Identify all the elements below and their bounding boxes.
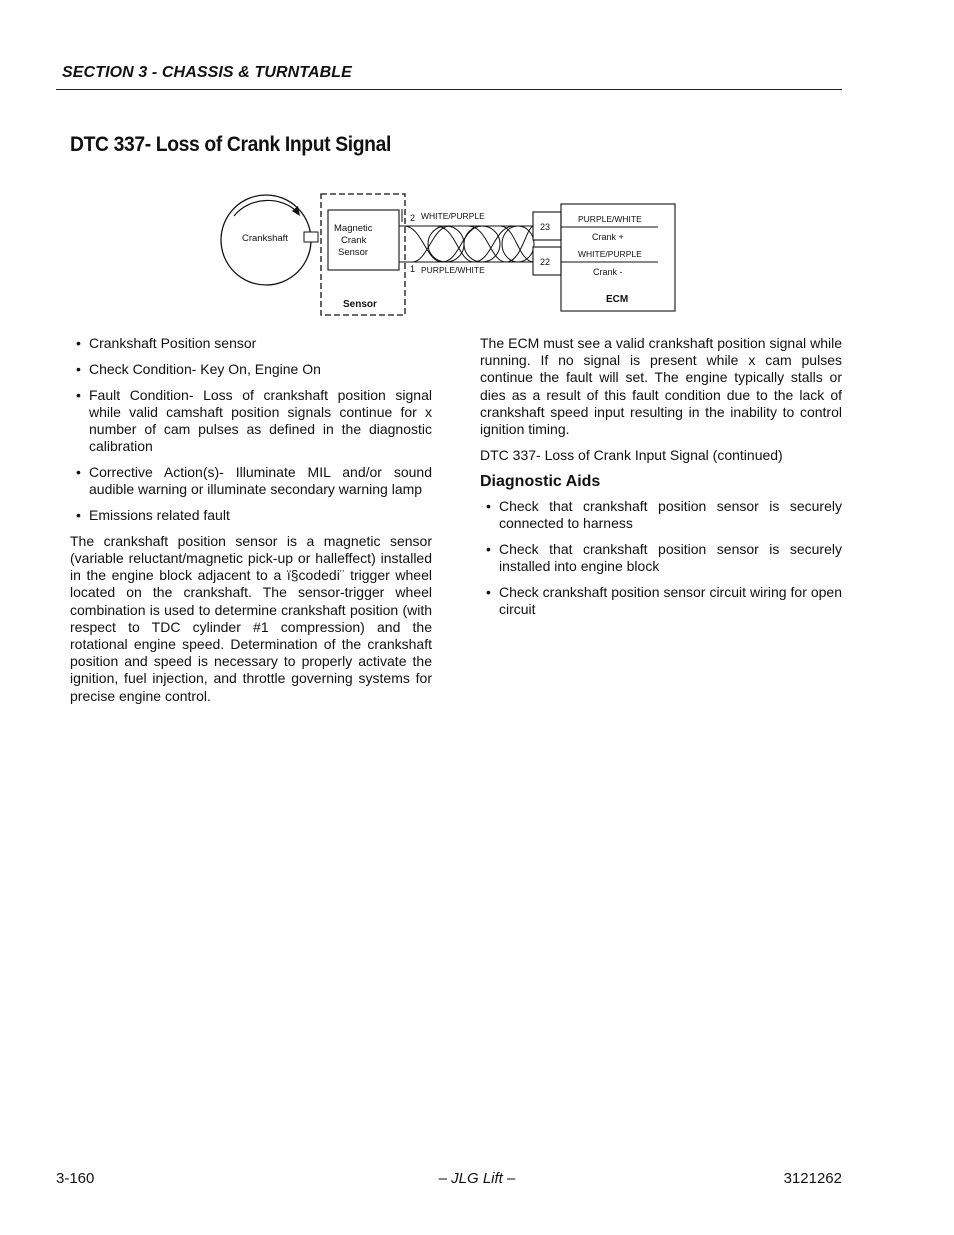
diagnostic-aids-list: [480, 498, 842, 618]
condition-list: [70, 335, 432, 524]
footer-publisher: – JLG Lift –: [438, 1170, 516, 1187]
wire-label-bottom: PURPLE/WHITE: [421, 265, 485, 275]
list-item: • Corrective Action(s)- Illuminate MIL and/or sound audible warning or illuminate secondary warning lamp: [70, 464, 432, 498]
continued-note: DTC 337- Loss of Crank Input Signal (continued): [480, 447, 783, 464]
ecm-wire-bottom: WHITE/PURPLE: [578, 249, 642, 259]
wiring-diagram: [218, 186, 682, 320]
ecm-pin-23: 23: [540, 222, 551, 232]
twist-loop-3: [502, 226, 534, 262]
sensor-box-line-3: Sensor: [338, 247, 369, 258]
sensor-description: The crankshaft position sensor is a magnetic sensor (variable reluctant/magnetic pick-up or halleffect) installed in the engine block adjacent to a ï§codedi¨ trigger wheel located on the crankshaft. The sensor-trigger wheel combination is used to determine crankshaft position (with respect to TDC cylinder #1 compression) and the rotational engine speed. Determination of the crankshaft position and speed is necessary to properly activate the ignition, fuel injection, and throttle governing systems for precise engine control.: [70, 532, 432, 704]
list-item: • Check crankshaft position sensor circuit wiring for open circuit: [480, 584, 842, 618]
page-number: 3-160: [56, 1170, 95, 1187]
header-divider: [56, 89, 842, 90]
list-item: • Check that crankshaft position sensor is securely connected to harness: [480, 498, 842, 532]
list-item: • Check Condition- Key On, Engine On: [70, 361, 432, 378]
twist-loop-2: [464, 226, 500, 262]
list-item: • Fault Condition- Loss of crankshaft position signal while valid camshaft position signals continue for x number of cam pulses as defined in the diagnostic calibration: [70, 387, 432, 456]
sensor-box-line-2: Crank: [341, 235, 367, 246]
list-item: • Emissions related fault: [70, 507, 432, 524]
document-number: 3121262: [783, 1170, 842, 1187]
trigger-tooth: [304, 232, 318, 242]
ecm-signal-crank-minus: Crank -: [593, 267, 623, 277]
twist-loop-1: [428, 226, 464, 262]
wire-label-top: WHITE/PURPLE: [421, 211, 485, 221]
right-column: [480, 335, 842, 627]
sensor-pin-1: 1: [410, 264, 416, 274]
section-header: SECTION 3 - CHASSIS & TURNTABLE: [62, 64, 352, 81]
sensor-group-label: Sensor: [343, 299, 377, 310]
ecm-pin-22: 22: [540, 257, 551, 267]
page-title: DTC 337- Loss of Crank Input Signal: [70, 133, 391, 156]
list-item: • Check that crankshaft position sensor is securely installed into engine block: [480, 541, 842, 575]
rotation-arrow-icon: [234, 200, 297, 216]
arrowhead-icon: [292, 206, 300, 216]
crankshaft-label: Crankshaft: [242, 233, 288, 244]
list-item: • Crankshaft Position sensor: [70, 335, 432, 352]
ecm-description: The ECM must see a valid crankshaft position signal while running. If no signal is present while x cam pulses continue the fault will set. The engine typically stalls or dies as a result of this fault condition due to the lack of crankshaft speed input resulting in the inability to control ignition timing.: [480, 335, 842, 438]
sensor-pin-2: 2: [410, 213, 416, 223]
ecm-signal-crank-plus: Crank +: [592, 232, 624, 242]
left-column: [70, 335, 432, 714]
sensor-box-line-1: Magnetic: [334, 223, 373, 234]
ecm-label: ECM: [606, 294, 629, 305]
diagnostic-aids-heading: Diagnostic Aids: [480, 473, 601, 491]
ecm-wire-top: PURPLE/WHITE: [578, 214, 642, 224]
